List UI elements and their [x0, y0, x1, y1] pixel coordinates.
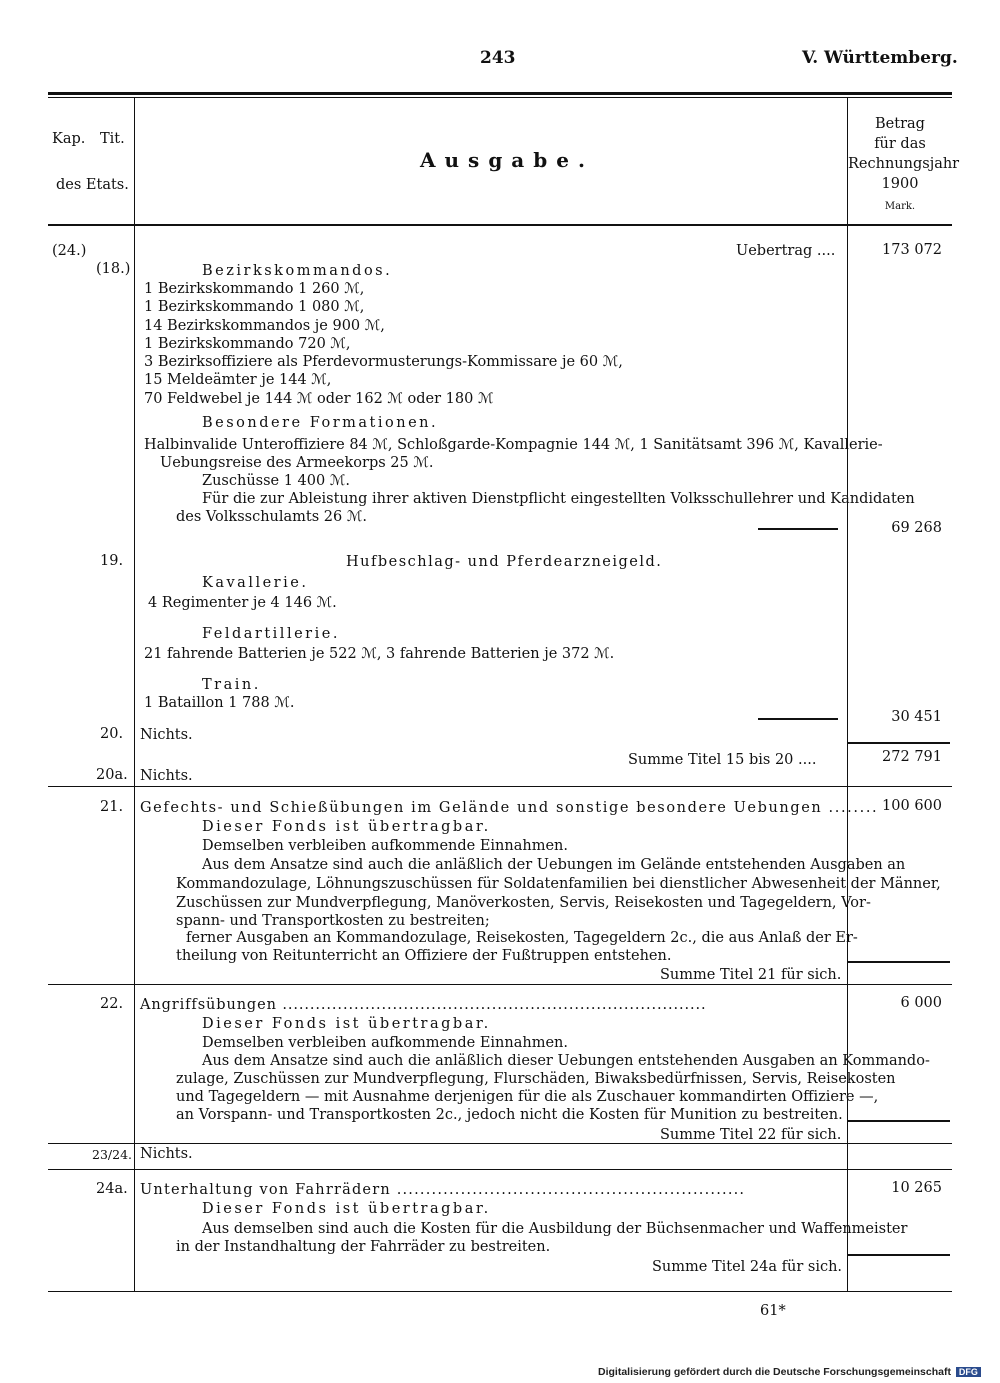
kav-line: 4 Regimenter je 4 146 ℳ. — [148, 595, 337, 611]
col-divider-left — [134, 97, 135, 1292]
unit-label: Mark. — [884, 201, 916, 212]
kav-heading: Kavallerie. — [202, 575, 309, 591]
state-title: V. Württemberg. — [802, 48, 958, 68]
tit-number: (18.) — [96, 261, 131, 277]
summe15-20-label: Summe Titel 15 bis 20 .... — [628, 752, 817, 768]
dfg-credit — [598, 1366, 981, 1378]
tit21-value: 100 600 — [882, 798, 942, 814]
uebertrag-label: Uebertrag .... — [736, 243, 836, 259]
dfg-logo: DFG — [956, 1367, 981, 1377]
list-item: 15 Meldeämter je 144 ℳ, — [144, 372, 332, 389]
uebertrag-value: 173 072 — [882, 242, 942, 258]
credit-text: Digitalisierung gefördert durch die Deutsche Forschungsgemeinschaft — [598, 1366, 951, 1378]
train-heading: Train. — [202, 677, 261, 693]
top-rule-thick — [48, 92, 952, 95]
list-item: 70 Feldwebel je 144 ℳ oder 162 ℳ oder 180 ℳ — [144, 390, 494, 407]
tit24a-fonds: Dieser Fonds ist übertragbar. — [202, 1201, 491, 1217]
top-rule-thin — [48, 97, 952, 98]
tit22-line: und Tagegeldern — mit Ausnahme derjenigen für die als Zuschauer kommandirten Offiziere —, — [176, 1089, 879, 1105]
subtotal-rule — [758, 718, 838, 720]
tit22-line: Demselben verbleiben aufkommende Einnahmen. — [202, 1035, 568, 1051]
list-item: 1 Bezirkskommando 1 260 ℳ, — [144, 281, 365, 297]
tit22-value: 6 000 — [900, 995, 942, 1011]
total-rule — [848, 961, 950, 963]
tit21-fonds: Dieser Fonds ist übertragbar. — [202, 819, 491, 835]
sum19-value: 30 451 — [891, 709, 942, 725]
tit24a-summe: Summe Titel 24a für sich. — [652, 1259, 843, 1275]
besondere-line: des Volksschulamts 26 ℳ. — [176, 509, 367, 525]
list-item: 3 Bezirksoffiziere als Pferdevormusterungs-Kommissare je 60 ℳ, — [144, 354, 623, 371]
summe15-20-value: 272 791 — [882, 749, 942, 765]
besondere-line: Für die zur Ableistung ihrer aktiven Dienstpflicht eingestellten Volksschullehrer und Kandidaten — [202, 491, 915, 507]
kap-number: (24.) — [52, 243, 87, 259]
tit22-heading: Angriffsübungen ............................................................................. — [140, 997, 707, 1013]
section-rule — [48, 1169, 952, 1170]
list-item: 14 Bezirkskommandos je 900 ℳ, — [144, 317, 385, 334]
tit2324-text: Nichts. — [140, 1146, 193, 1162]
col-divider-right — [847, 97, 848, 1292]
besondere-heading: Besondere Formationen. — [202, 415, 439, 431]
tit22-summe: Summe Titel 22 für sich. — [660, 1127, 842, 1143]
bottom-rule — [48, 1291, 952, 1292]
section-rule — [48, 984, 952, 985]
header-rule — [48, 224, 952, 226]
total-rule — [848, 1120, 950, 1122]
table-title: Ausgabe. — [420, 148, 594, 172]
tit21-line: Demselben verbleiben aufkommende Einnahmen. — [202, 838, 568, 854]
tit22-fonds: Dieser Fonds ist übertragbar. — [202, 1016, 491, 1032]
page-number: 243 — [480, 48, 516, 68]
betrag-line: für das — [874, 136, 926, 152]
tit-number: 23/24. — [92, 1147, 132, 1162]
tit24a-value: 10 265 — [891, 1180, 942, 1196]
tit-label: Tit. — [100, 131, 125, 147]
tit21-line: Aus dem Ansatze sind auch die anläßlich der Uebungen im Gelände entstehenden Ausgaben an — [202, 857, 906, 873]
tit21-line: Zuschüssen zur Mundverpflegung, Manöverkosten, Servis, Reisekosten und Tagegeldern, Vor- — [176, 895, 871, 911]
besondere-line: Halbinvalide Unteroffiziere 84 ℳ, Schloßgarde-Kompagnie 144 ℳ, 1 Sanitätsamt 396 ℳ, Kavallerie- — [144, 437, 883, 453]
tit24a-heading: Unterhaltung von Fahrrädern ............................................................ — [140, 1182, 746, 1198]
tit21-line: ferner Ausgaben an Kommandozulage, Reisekosten, Tagegeldern 2c., die aus Anlaß der Er- — [186, 930, 858, 946]
tit22-line: zulage, Zuschüssen zur Mundverpflegung, Flurschäden, Biwaksbedürfnissen, Servis, Reisekosten — [176, 1071, 896, 1087]
tit-number: 20. — [100, 726, 124, 742]
besondere-line: Uebungsreise des Armeekorps 25 ℳ. — [160, 455, 434, 471]
list-item: 1 Bezirkskommando 720 ℳ, — [144, 335, 351, 352]
betrag-line: Rechnungsjahr — [848, 156, 960, 172]
tit20a-text: Nichts. — [140, 768, 193, 784]
signature-mark: 61* — [760, 1303, 786, 1319]
tit21-heading: Gefechts- und Schießübungen im Gelände und sonstige besondere Uebungen ........ — [140, 800, 879, 816]
tit-number: 24a. — [96, 1181, 128, 1197]
total-rule — [848, 1254, 950, 1256]
betrag-line: Betrag — [875, 116, 925, 132]
besondere-line: Zuschüsse 1 400 ℳ. — [202, 473, 350, 489]
tit21-line: spann- und Transportkosten zu bestreiten; — [176, 913, 490, 929]
tit-number: 22. — [100, 996, 124, 1012]
bezirk-list — [144, 280, 623, 408]
des-etats-label: des Etats. — [56, 177, 129, 193]
bezirk-heading: Bezirkskommandos. — [202, 263, 393, 279]
kap-label: Kap. — [52, 131, 86, 147]
tit20-text: Nichts. — [140, 727, 193, 743]
subtotal-rule — [758, 528, 838, 530]
section-rule — [48, 786, 952, 787]
total-rule — [848, 742, 950, 744]
tit-number: 19. — [100, 553, 124, 569]
tit24a-line: in der Instandhaltung der Fahrräder zu bestreiten. — [176, 1239, 551, 1255]
feld-heading: Feldartillerie. — [202, 626, 340, 642]
section-rule — [48, 1143, 952, 1144]
train-line: 1 Bataillon 1 788 ℳ. — [144, 695, 295, 711]
tit22-line: an Vorspann- und Transportkosten 2c., jedoch nicht die Kosten für Munition zu bestreiten. — [176, 1107, 843, 1123]
list-item: 1 Bezirkskommando 1 080 ℳ, — [144, 299, 365, 316]
tit22-line: Aus dem Ansatze sind auch die anläßlich dieser Uebungen entstehenden Ausgaben an Kommando- — [202, 1053, 930, 1069]
tit-number: 21. — [100, 799, 124, 815]
tit21-summe: Summe Titel 21 für sich. — [660, 967, 842, 983]
tit-number: 20a. — [96, 767, 128, 783]
betrag-header — [848, 114, 960, 217]
feld-line: 21 fahrende Batterien je 522 ℳ, 3 fahrende Batterien je 372 ℳ. — [144, 646, 615, 662]
tit19-heading: Hufbeschlag- und Pferdearzneigeld. — [346, 554, 663, 570]
betrag-line: 1900 — [881, 176, 919, 192]
tit21-line: theilung von Reitunterricht an Offiziere der Fußtruppen entstehen. — [176, 948, 672, 964]
tit24a-line: Aus demselben sind auch die Kosten für die Ausbildung der Büchsenmacher und Waffenmeister — [202, 1221, 908, 1237]
sum18-value: 69 268 — [891, 520, 942, 536]
tit21-line: Kommandozulage, Löhnungszuschüssen für Soldatenfamilien bei dienstlicher Abwesenheit der Männer, — [176, 876, 941, 892]
